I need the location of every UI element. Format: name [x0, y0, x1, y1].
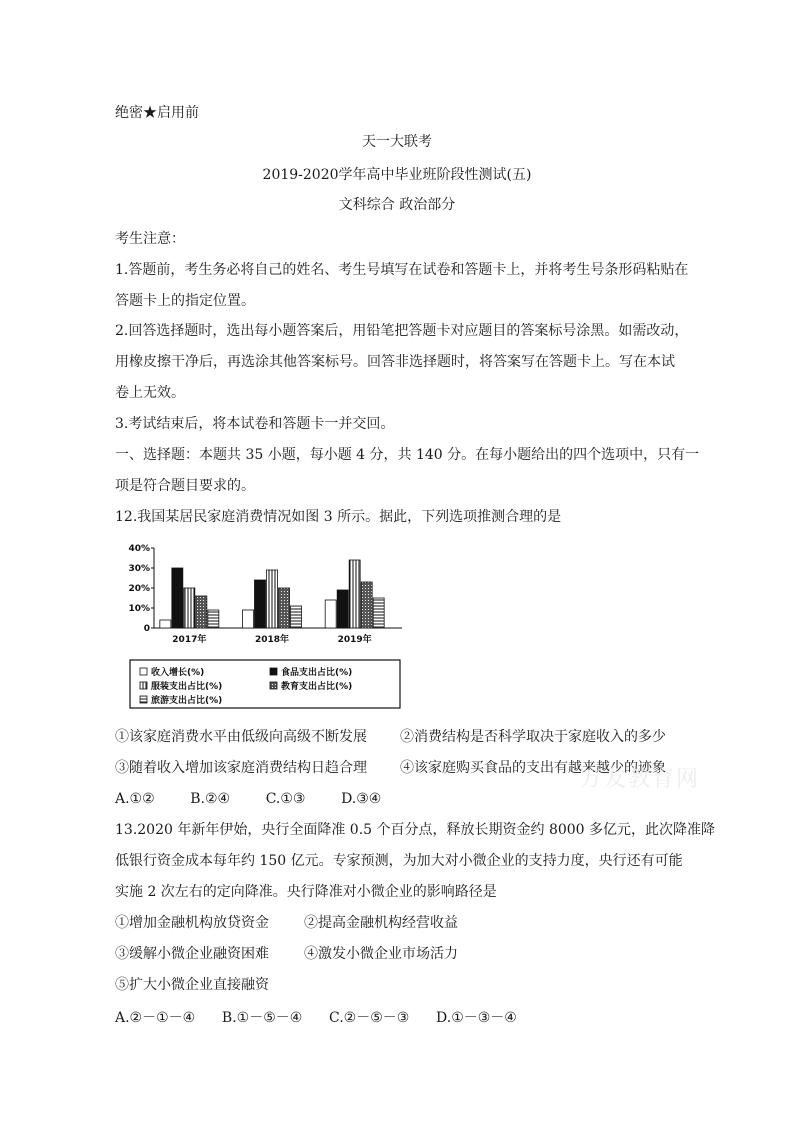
q12-option-3: ③随着收入增加该家庭消费结构日趋合理 [115, 760, 367, 776]
bar [325, 600, 336, 628]
y-tick-label: 30% [128, 564, 150, 574]
q13-answer-choices: A.②－①－④ B.①－⑤－④ C.②－⑤－③ D.①－③－④ [115, 1010, 517, 1026]
bar [196, 596, 207, 628]
q13-option-3: ③缓解小微企业融资困难 [115, 946, 269, 962]
bar [160, 620, 171, 628]
q12-option-1: ①该家庭消费水平由低级向高级不断发展 [115, 729, 367, 745]
question-13-line-3: 实施 2 次左右的定向降准。央行降准对小微企业的影响路径是 [115, 884, 497, 900]
y-tick-label: 10% [128, 604, 150, 614]
legend-label: 收入增长(%) [151, 668, 205, 678]
subject-title: 文科综合 政治部分 [338, 197, 456, 213]
note-2-line-3: 卷上无效。 [115, 385, 185, 401]
x-tick-label: 2018年 [254, 635, 290, 645]
y-tick-label: 40% [128, 544, 150, 554]
bar [291, 606, 302, 628]
legend-swatch [140, 682, 147, 689]
legend-label: 旅游支出占比(%) [151, 696, 223, 706]
x-tick-label: 2019年 [337, 635, 372, 645]
q12-option-2: ②消费结构是否科学取决于家庭收入的多少 [400, 729, 666, 745]
note-1-line-1: 1.答题前，考生务必将自己的姓名、考生号填写在试卷和答题卡上，并将考生号条形码粘贴在 [115, 262, 689, 278]
notes-title: 考生注意： [115, 231, 185, 247]
legend-swatch [270, 668, 277, 675]
secret-label: 绝密★启用前 [115, 105, 199, 121]
bar [267, 570, 278, 628]
test-name: 2019-2020学年高中毕业班阶段性测试(五) [262, 167, 532, 183]
legend-label: 教育支出占比(%) [281, 682, 353, 692]
question-13-line-1: 13.2020 年新年伊始，央行全面降准 0.5 个百分点，释放长期资金约 8000 多亿元，此次降准降 [115, 822, 716, 838]
watermark: 万友教育网 [580, 767, 701, 792]
chart-legend [130, 660, 400, 708]
note-1-line-2: 答题卡上的指定位置。 [115, 293, 255, 309]
y-tick-label: 0 [143, 624, 150, 634]
q12-answer-choices: A.①② B.②④ C.①③ D.③④ [115, 791, 382, 807]
legend-label: 食品支出占比(%) [281, 668, 353, 678]
bar [349, 560, 360, 628]
legend-swatch [140, 668, 147, 675]
note-2-line-1: 2.回答选择题时，选出每小题答案后，用铅笔把答题卡对应题目的答案标号涂黑。如需改动， [115, 323, 689, 339]
y-tick-label: 20% [128, 584, 150, 594]
chart-bars [160, 560, 384, 628]
exam-brand: 天一大联考 [362, 134, 432, 150]
bar [184, 588, 195, 628]
legend-swatch [270, 682, 277, 689]
bar [337, 590, 348, 628]
legend-swatch [140, 696, 147, 703]
bar [279, 588, 290, 628]
bar [255, 580, 266, 628]
legend-label: 服装支出占比(%) [151, 682, 223, 692]
section-intro-line-1: 一、选择题：本题共 35 小题，每小题 4 分，共 140 分。在每小题给出的四个选项中，只有一 [115, 447, 700, 463]
q13-option-4: ④激发小微企业市场活力 [304, 946, 458, 962]
section-intro-line-2: 项是符合题目要求的。 [115, 478, 255, 494]
question-13-line-2: 低银行资金成本每年约 150 亿元。专家预测，为加大对小微企业的支持力度，央行还有可能 [115, 853, 683, 869]
bar [361, 582, 372, 628]
bar [243, 610, 254, 628]
question-12-stem: 12.我国某居民家庭消费情况如图 3 所示。据此，下列选项推测合理的是 [115, 509, 562, 525]
note-2-line-2: 用橡皮擦干净后，再选涂其他答案标号。回答非选择题时，将答案写在答题卡上。写在本试 [115, 354, 675, 370]
bar [172, 568, 183, 628]
x-tick-label: 2017年 [172, 635, 207, 645]
q12-option-4: ④该家庭购买食品的支出有越来越少的迹象 [400, 760, 666, 776]
q13-option-2: ②提高金融机构经营收益 [304, 915, 458, 931]
consumption-bar-chart [118, 536, 408, 714]
q13-option-5: ⑤扩大小微企业直接融资 [115, 977, 269, 993]
bar [373, 598, 384, 628]
q13-option-1: ①增加金融机构放贷资金 [115, 915, 269, 931]
note-3: 3.考试结束后，将本试卷和答题卡一并交回。 [115, 416, 395, 432]
bar [208, 610, 219, 628]
